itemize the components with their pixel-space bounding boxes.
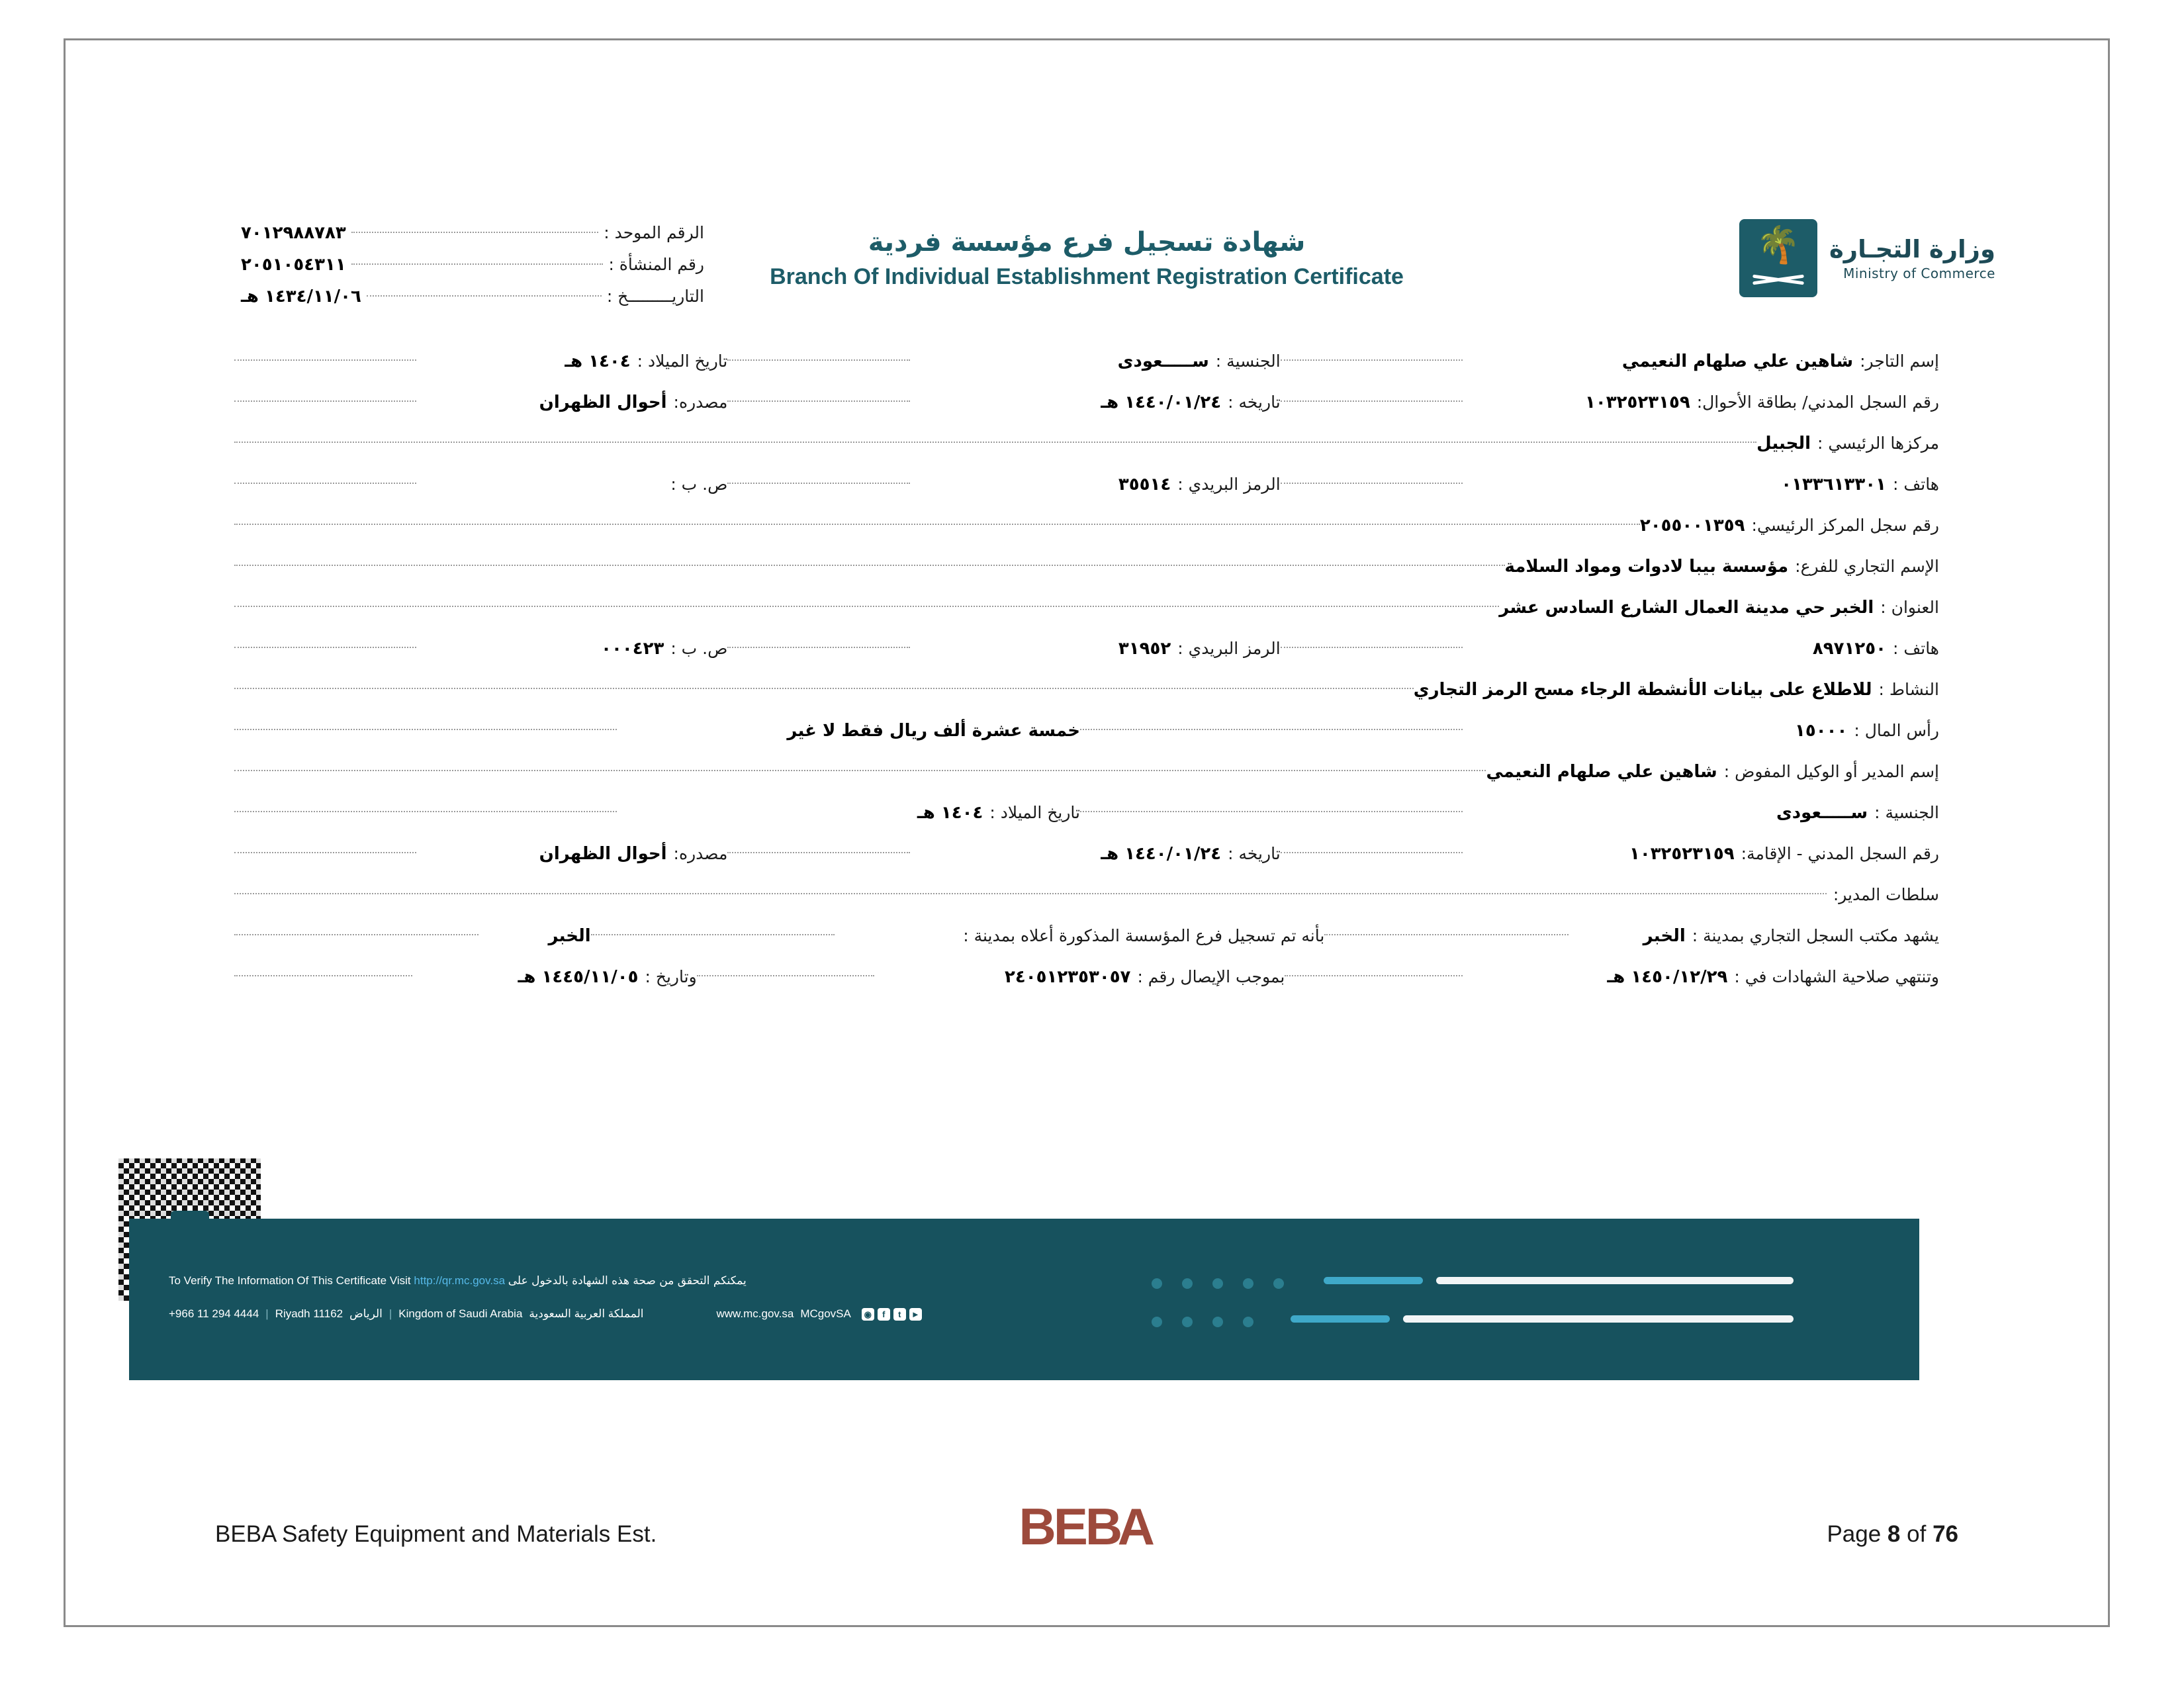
trader-name-value: شاهين علي صلهام النعيمي (1621, 352, 1854, 371)
dot-leader (234, 852, 416, 853)
civil-id-label: رقم السجل المدني/ بطاقة الأحوال: (1696, 393, 1939, 412)
trader-name-label: إسم التاجر: (1860, 352, 1939, 371)
id-date-label: تاريخه : (1228, 393, 1281, 412)
row-branch-name (234, 557, 1939, 598)
id-source-label: مصدره: (673, 393, 728, 412)
postal-main-value: ٣٥٥١٤ (1118, 475, 1171, 494)
row-address (234, 598, 1939, 639)
capital-label: رأس المال : (1854, 721, 1939, 740)
beba-logo: BEBA (1019, 1497, 1155, 1556)
authorities-label: سلطات المدير: (1833, 885, 1939, 904)
page-footer (129, 1463, 2044, 1562)
verify-text-en: To Verify The Information Of This Certificate Visit (169, 1274, 411, 1287)
dot-leader (234, 770, 1486, 771)
company-name: BEBA Safety Equipment and Materials Est. (215, 1521, 657, 1547)
row-manager (234, 762, 1939, 803)
phone-main-value: ٠١٣٣٦١٣٣٠١ (1781, 475, 1886, 494)
branch-name-value: مؤسسة بيبا لادوات ومواد السلامة (1504, 557, 1789, 577)
dot-leader (234, 975, 412, 976)
unified-number-value: ٧٠١٢٩٨٨٧٨٣ (241, 223, 346, 243)
manager-id-date-label: تاريخه : (1228, 844, 1281, 863)
phone-branch-label: هاتف : (1892, 639, 1939, 658)
capital-in-words: خمسة عشرة ألف ريال فقط لا غير (787, 721, 1080, 741)
expiry-label: وتنتهي صلاحية الشهادات في : (1734, 967, 1939, 986)
page-total: 76 (1933, 1521, 1958, 1547)
phone-branch-value: ٨٩٧١٢٥٠ (1812, 639, 1886, 659)
address-label: العنوان : (1880, 598, 1939, 617)
receipt-value: ٢٤٠٥١٢٣٥٣٠٥٧ (1005, 967, 1131, 987)
dot-leader (591, 934, 835, 935)
twitter-icon[interactable]: t (893, 1308, 906, 1321)
dot-leader (234, 400, 416, 402)
row-phone-main (234, 475, 1939, 516)
youtube-icon[interactable]: ► (909, 1308, 922, 1321)
birth-date-value: ١٤٠٤ هـ (565, 352, 631, 371)
contact-city-ar: الرياض (349, 1307, 383, 1320)
activity-value: للاطلاع على بيانات الأنشطة الرجاء مسح الرمز التجاري (1413, 680, 1872, 700)
manager-id-source-label: مصدره: (673, 844, 728, 863)
row-manager-nationality (234, 803, 1939, 844)
row-expiry (234, 967, 1939, 1008)
ministry-name-ar: وزارة التجـارة (1829, 235, 1995, 264)
dot-leader (727, 400, 909, 402)
dot-leader (1324, 934, 1569, 935)
nationality-label: الجنسية : (1215, 352, 1281, 371)
pobox-branch-label: ص. ب : (670, 639, 728, 658)
meta-row-unified-number (241, 223, 704, 255)
contact-handle: MCgovSA (800, 1307, 851, 1320)
contact-website[interactable]: www.mc.gov.sa (716, 1307, 794, 1320)
id-source-value: أحوال الظهران (539, 393, 667, 412)
expiry-value: ١٤٥٠/١٢/٢٩ هـ (1607, 967, 1728, 987)
attestation-city: الخبر (1643, 926, 1686, 946)
establishment-number-label: رقم المنشأة : (608, 255, 704, 274)
id-date-value: ١٤٤٠/٠١/٢٤ هـ (1101, 393, 1222, 412)
certificate-header (66, 40, 2108, 306)
dot-leader (1080, 729, 1463, 730)
dot-leader (234, 483, 416, 484)
row-main-registration (234, 516, 1939, 557)
row-civil-id (234, 393, 1939, 434)
row-manager-id (234, 844, 1939, 885)
row-authorities (234, 885, 1939, 926)
dot-leader (234, 442, 1756, 443)
main-registration-value: ٢٠٥٥٠٠١٣٥٩ (1639, 516, 1745, 536)
dot-leader (1080, 811, 1463, 812)
dot-leader (1281, 359, 1463, 361)
main-center-label: مركزها الرئيسي : (1817, 434, 1939, 453)
pobox-main-label: ص. ب : (670, 475, 728, 494)
manager-label: إسم المدير أو الوكيل المفوض : (1723, 762, 1939, 781)
main-center-value: الجبيل (1756, 434, 1811, 453)
dot-leader (367, 295, 602, 297)
dot-leader (727, 852, 909, 853)
receipt-label: بموجب الإيصال رقم : (1137, 967, 1285, 986)
postal-branch-value: ٣١٩٥٢ (1118, 639, 1171, 659)
footer-decoration (1125, 1219, 1919, 1380)
contact-city: Riyadh 11162 (275, 1307, 343, 1320)
date-value: ١٤٣٤/١١/٠٦ هـ (241, 287, 361, 306)
page-of: of (1907, 1521, 1927, 1547)
receipt-date-value: ١٤٤٥/١١/٠٥ هـ (518, 967, 639, 987)
dot-leader (351, 232, 599, 233)
contact-country-ar: المملكة العربية السعودية (529, 1307, 644, 1320)
manager-birth-label: تاريخ الميلاد : (989, 803, 1080, 822)
contact-country: Kingdom of Saudi Arabia (398, 1307, 523, 1320)
certificate-title-en: Branch Of Individual Establishment Registration Certificate (770, 264, 1404, 289)
dot-leader (234, 606, 1499, 607)
saudi-emblem-icon: 🌴 (1739, 219, 1817, 297)
attestation-mid-text: بأنه تم تسجيل فرع المؤسسة المذكورة أعلاه بمدينة : (963, 926, 1325, 945)
manager-id-label: رقم السجل المدني - الإقامة: (1741, 844, 1939, 863)
dot-leader (234, 893, 1827, 894)
birth-date-label: تاريخ الميلاد : (637, 352, 728, 371)
dot-leader (234, 934, 478, 935)
page-number: 8 (1887, 1521, 1901, 1547)
receipt-date-label: وتاريخ : (645, 967, 697, 986)
manager-value: شاهين علي صلهام النعيمي (1486, 762, 1717, 782)
dot-leader (697, 975, 875, 976)
establishment-number-value: ٢٠٥١٠٥٤٣١١ (241, 255, 346, 275)
dot-leader (1281, 647, 1463, 648)
dot-leader (234, 359, 416, 361)
contact-line (169, 1307, 922, 1321)
pobox-branch-value: ٠٠٠٤٢٣ (601, 639, 664, 659)
dot-leader (234, 524, 1640, 525)
dot-leader (351, 263, 604, 265)
row-main-center (234, 434, 1939, 475)
attestation-label: يشهد مكتب السجل التجاري بمدينة : (1692, 926, 1939, 945)
dot-leader (234, 688, 1414, 689)
dot-leader (1281, 483, 1463, 484)
manager-id-date-value: ١٤٤٠/٠١/٢٤ هـ (1101, 844, 1222, 864)
footer-band (129, 1219, 1919, 1380)
page-prefix: Page (1827, 1521, 1882, 1547)
row-attestation (234, 926, 1939, 967)
divider: | (388, 1307, 392, 1320)
dot-leader (234, 647, 416, 648)
manager-nationality-label: الجنسية : (1874, 803, 1939, 822)
capital-value: ١٥٠٠٠ (1794, 721, 1848, 741)
verify-line (169, 1274, 753, 1288)
civil-id-value: ١٠٣٢٥٢٣١٥٩ (1585, 393, 1690, 412)
dot-leader (234, 729, 617, 730)
manager-birth-value: ١٤٠٤ هـ (917, 803, 983, 823)
divider: | (265, 1307, 269, 1320)
phone-main-label: هاتف : (1892, 475, 1939, 494)
dot-leader (234, 811, 617, 812)
meta-row-establishment-number (241, 255, 704, 287)
branch-name-label: الإسم التجاري للفرع: (1795, 557, 1939, 576)
manager-id-source-value: أحوال الظهران (539, 844, 667, 864)
row-activity (234, 680, 1939, 721)
row-trader-name (234, 352, 1939, 393)
date-label: التاريـــــــــخ : (606, 287, 704, 306)
certificate-body (234, 352, 1939, 1008)
contact-phone: +966 11 294 4444 (169, 1307, 259, 1320)
instagram-icon[interactable]: ◉ (862, 1308, 874, 1321)
social-icons[interactable] (862, 1308, 922, 1321)
unified-number-label: الرقم الموحد : (604, 223, 704, 242)
ministry-name-en: Ministry of Commerce (1843, 265, 1995, 281)
page-number-indicator (1827, 1521, 1958, 1548)
row-capital (234, 721, 1939, 762)
dot-leader (727, 483, 909, 484)
postal-main-label: الرمز البريدي : (1177, 475, 1281, 494)
activity-label: النشاط : (1878, 680, 1939, 699)
nationality-value: ســـــعودى (1117, 352, 1209, 371)
dot-leader (1281, 400, 1463, 402)
facebook-icon[interactable]: f (878, 1308, 890, 1321)
certificate-page (64, 38, 2110, 1627)
dot-leader (727, 359, 909, 361)
manager-id-value: ١٠٣٢٥٢٣١٥٩ (1629, 844, 1735, 864)
dot-leader (1281, 852, 1463, 853)
attestation-city2: الخبر (548, 926, 591, 946)
verify-text-ar: يمكنكم التحقق من صحة هذه الشهادة بالدخول على (508, 1274, 747, 1288)
main-registration-label: رقم سجل المركز الرئيسي: (1751, 516, 1939, 535)
dot-leader (727, 647, 909, 648)
dot-leader (234, 565, 1505, 566)
address-value: الخبر حي مدينة العمال الشارع السادس عشر (1499, 598, 1874, 618)
header-meta (241, 223, 704, 318)
manager-nationality-value: ســـــعودى (1776, 803, 1868, 823)
verify-link[interactable]: http://qr.mc.gov.sa (414, 1274, 506, 1287)
certificate-title-ar: شهادة تسجيل فرع مؤسسة فردية (868, 227, 1306, 258)
row-phone-branch (234, 639, 1939, 680)
dot-leader (1285, 975, 1463, 976)
meta-row-date (241, 287, 704, 318)
postal-branch-label: الرمز البريدي : (1177, 639, 1281, 658)
